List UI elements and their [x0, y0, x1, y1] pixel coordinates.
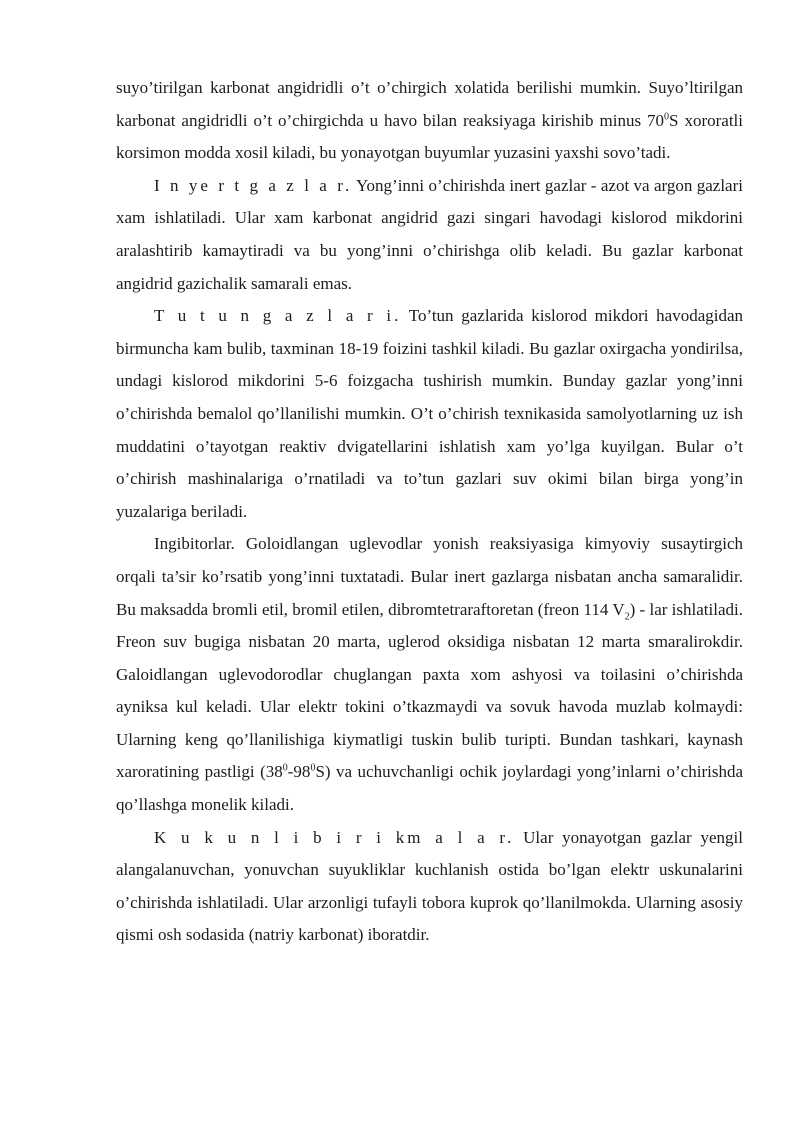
paragraph: [116, 528, 743, 821]
text-run: S xororatli korsimon modda xosil kiladi, bu yonayotgan buyumlar yuzasini yaxshi sovo’tadi.: [116, 110, 743, 163]
text-run: suyo’tirilgan karbonat angidridli o’t o’chirgich xolatida berilishi mumkin. Suyo’ltirilgan karbonat angidridli o’t o’chirgichda u havo bilan reaksiyaga kirishib minus 70: [116, 78, 743, 130]
section-heading: T u t u n g a z l a r i.: [154, 306, 402, 326]
superscript: 0: [310, 762, 316, 774]
text-run: Yong’inni o’chirishda inert gazlar - azot va argon gazlari xam ishlatiladi. Ular xam karbonat angidrid gazi singari havodagi kislorod mikdorini aralashtirib kamaytiradi va bu yong’inni o’chirishga olib keladi. Bu gazlar karbonat angidrid gazichalik samarali emas.: [116, 175, 743, 293]
superscript: 0: [664, 110, 670, 122]
superscript: 0: [282, 762, 288, 774]
section-heading: I n ye r t g a z l a r.: [154, 175, 353, 195]
paragraph: [116, 72, 743, 170]
paragraph: [116, 822, 743, 952]
section-heading: K u k u n l i b i r i km a l a r.: [154, 827, 515, 847]
paragraph: [116, 300, 743, 528]
text-run: Ular yonayotgan gazlar yengil alangalanuvchan, yonuvchan suyukliklar kuchlanish ostida bo’lgan elektr uskunalarini o’chirishda ishlatiladi. Ular arzonligi tufayli tobora kuprok qo’llanilmokda. Ularning asosiy qismi osh sodasida (natriy karbonat) iboratdir.: [116, 827, 743, 945]
body-text: [116, 72, 743, 952]
subscript: 2: [624, 610, 630, 622]
text-run: To’tun gazlarida kislorod mikdori havodagidan birmuncha kam bulib, taxminan 18-19 foizini tashkil kiladi. Bu gazlar oxirgacha yondirilsa, undagi kislorod mikdorini 5-6 foizgacha tushirish mumkin. Bunday gazlar yong’inni o’chirishda bemalol qo’llanilishi mumkin. O’t o’chirish texnikasida samolyotlarning uz ish muddatini o’tayotgan reaktiv dvigatellarini ishlatish xam yo’lga kuyilgan. Bular o’t o’chirish mashinalariga o’rnatiladi va to’tun gazlari suv okimi bilan birga yong’in yuzalariga beriladi.: [116, 306, 744, 521]
text-run: ) - lar ishlatiladi. Freon suv bugiga nisbatan 20 marta, uglerod oksidiga nisbatan 12 marta smaralirokdir. Galoidlangan uglevodorodlar chuglangan paxta xom ashyosi va toilasini o’chirishda ayniksa kul keladi. Ular elektr tokini o’tkazmaydi va sovuk havoda muzlab kolmaydi: Ularning keng qo’llanilishiga kiymatligi tuskin bulib turipti. Bundan tashkari, kaynash xaroratining pastligi (38: [116, 599, 743, 782]
paragraph: [116, 170, 743, 300]
text-run: -98: [287, 762, 311, 782]
text-run: S) va uchuvchanligi ochik joylardagi yong’inlarni o’chirishda qo’llashga monelik kiladi.: [116, 762, 743, 815]
text-run: Ingibitorlar. Goloidlangan uglevodlar yonish reaksiyasiga kimyoviy susaytirgich orqali ta’sir ko’rsatib yong’inni tuxtatadi. Bular inert gazlarga nisbatan ancha samaralidir. Bu maksadda bromli etil, bromil etilen, dibromtetraraftoretan (freon 114 V: [116, 534, 743, 619]
